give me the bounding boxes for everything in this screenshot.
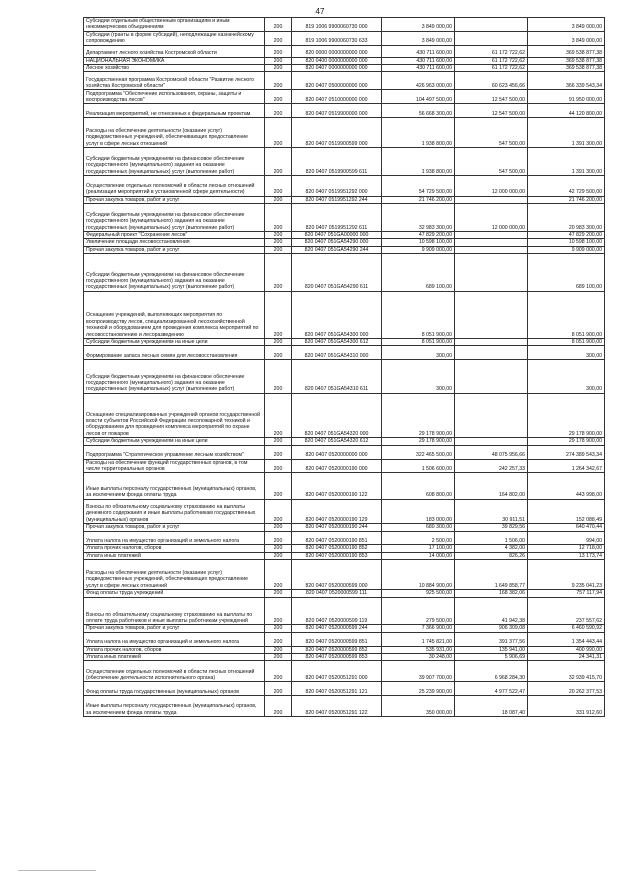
row-code-cell: 200 [265,393,292,438]
row-approved-amount-cell: 322 465 500,00 [382,445,455,459]
row-executed-amount-cell: 1 649 858,77 [455,560,528,590]
row-approved-amount-cell: 29 178 900,00 [382,393,455,438]
row-approved-amount-cell: 680 300,00 [382,524,455,531]
row-code-cell: 200 [265,590,292,597]
row-code-cell: 200 [265,118,292,148]
table-row [84,31,605,45]
row-name-cell: Уплата прочих налогов, сборов [84,545,265,552]
row-code-cell: 200 [265,696,292,717]
row-name-cell: Уплата прочих налогов, сборов [84,646,265,653]
row-name-cell: Прочая закупка товаров, работ и услуг [84,196,265,203]
table-row [84,473,605,499]
row-remaining-amount-cell: 8 051 900,00 [528,339,605,346]
row-approved-amount-cell: 1 938 800,00 [382,118,455,148]
row-approved-amount-cell: 1 745 821,00 [382,632,455,646]
table-row [84,445,605,459]
row-approved-amount-cell: 3 849 000,00 [382,31,455,45]
row-executed-amount-cell: 4 977 522,47 [455,682,528,696]
row-name-cell: Субсидии отдельным общественным организациям и иным некоммерческим объединениям [84,18,265,32]
row-executed-amount-cell: 906 309,08 [455,625,528,632]
row-classification-cell: 820 0407 0519900599 000 [292,118,382,148]
row-remaining-amount-cell: 274 389 543,34 [528,445,605,459]
row-code-cell: 200 [265,104,292,118]
row-remaining-amount-cell: 20 262 377,53 [528,682,605,696]
row-approved-amount-cell: 300,00 [382,346,455,360]
budget-execution-table [83,17,605,717]
row-classification-cell: 819 1006 9900060730 000 [292,18,382,32]
row-classification-cell: 820 0407 0520051291 121 [292,682,382,696]
table-row [84,499,605,523]
row-code-cell: 200 [265,646,292,653]
row-name-cell: Субсидии бюджетным учреждениям на финансовое обеспечение государственного (муниципального) задания на оказание государственных (муниципальных) услуг (выполнение работ) [84,254,265,292]
row-code-cell: 200 [265,175,292,196]
row-code-cell: 200 [265,682,292,696]
row-approved-amount-cell: 29 178 900,00 [382,438,455,445]
row-executed-amount-cell: 547 500,00 [455,118,528,148]
row-remaining-amount-cell: 3 849 000,00 [528,31,605,45]
row-code-cell: 200 [265,438,292,445]
row-code-cell: 200 [265,291,292,338]
row-remaining-amount-cell: 757 117,94 [528,590,605,597]
row-name-cell: Субсидии бюджетным учреждениям на иные цели [84,339,265,346]
table-row [84,560,605,590]
row-remaining-amount-cell: 994,00 [528,531,605,545]
row-executed-amount-cell: 12 547 500,00 [455,90,528,104]
row-remaining-amount-cell: 9 909 000,00 [528,246,605,253]
row-remaining-amount-cell: 13 173,74 [528,552,605,559]
row-code-cell: 200 [265,625,292,632]
row-code-cell: 200 [265,232,292,239]
row-approved-amount-cell: 9 909 000,00 [382,246,455,253]
row-classification-cell: 820 0407 0520000599 851 [292,632,382,646]
row-executed-amount-cell: 242 257,33 [455,459,528,473]
row-executed-amount-cell: 12 000 000,00 [455,175,528,196]
row-approved-amount-cell: 10 884 900,00 [382,560,455,590]
row-code-cell: 200 [265,204,292,232]
row-classification-cell: 820 0407 0520000190 853 [292,552,382,559]
row-classification-cell: 820 0407 051GA54300 612 [292,339,382,346]
row-remaining-amount-cell: 12 718,00 [528,545,605,552]
row-name-cell: Оснащение учреждений, выполняющих мероприятия по воспроизводству лесов, специализированной лесохозяйственной техникой и оборудованием для проведения комплекса мероприятий по лесовосстановлению и лесоразведению [84,291,265,338]
row-name-cell: Взносы по обязательному социальному страхованию на выплаты денежного содержания и иные выплаты работникам государственных (муниципальных) органов [84,499,265,523]
table-row [84,590,605,597]
row-name-cell: Субсидии (гранты в форме субсидий), неподлежащие казначейскому сопровождению [84,31,265,45]
row-approved-amount-cell: 426 963 000,00 [382,72,455,90]
row-approved-amount-cell: 535 931,00 [382,646,455,653]
row-name-cell: Уплата налога на имущество организаций и земельного налога [84,632,265,646]
row-remaining-amount-cell: 21 746 200,00 [528,196,605,203]
table-row [84,118,605,148]
row-remaining-amount-cell: 1 391 300,00 [528,148,605,176]
row-executed-amount-cell: 12 547 500,00 [455,104,528,118]
row-remaining-amount-cell: 10 598 100,00 [528,239,605,246]
row-approved-amount-cell: 8 051 900,00 [382,339,455,346]
row-approved-amount-cell: 25 239 900,00 [382,682,455,696]
row-name-cell: Фонд оплаты труда учреждений [84,590,265,597]
table-row [84,459,605,473]
row-name-cell: Расходы на обеспечение функций государственных органов, в том числе территориальных органов [84,459,265,473]
row-executed-amount-cell: 1 506,00 [455,531,528,545]
row-remaining-amount-cell: 300,00 [528,346,605,360]
row-name-cell: Субсидии бюджетным учреждениям на финансовое обеспечение государственного (муниципального) задания на оказание государственных (муниципальных) услуг (выполнение работ) [84,204,265,232]
row-code-cell: 200 [265,64,292,71]
row-remaining-amount-cell: 42 729 500,00 [528,175,605,196]
row-remaining-amount-cell: 6 460 590,92 [528,625,605,632]
row-code-cell: 200 [265,346,292,360]
row-classification-cell: 820 0407 051GA54310 000 [292,346,382,360]
row-approved-amount-cell: 925 500,00 [382,590,455,597]
row-remaining-amount-cell: 331 912,60 [528,696,605,717]
table-row [84,232,605,239]
row-name-cell: Прочая закупка товаров, работ и услуг [84,625,265,632]
row-remaining-amount-cell: 400 990,00 [528,646,605,653]
row-classification-cell: 820 0407 0520000599 853 [292,654,382,661]
row-classification-cell: 820 0407 051GA54310 611 [292,360,382,393]
row-remaining-amount-cell: 689 100,00 [528,254,605,292]
table-row [84,346,605,360]
row-code-cell: 200 [265,661,292,682]
row-classification-cell: 820 0407 0520000599 119 [292,597,382,625]
row-classification-cell: 820 0407 0520000599 111 [292,590,382,597]
page-number: 47 [315,7,325,16]
row-approved-amount-cell: 39 907 700,00 [382,661,455,682]
row-code-cell: 200 [265,632,292,646]
row-name-cell: Субсидии бюджетным учреждениям на финансовое обеспечение государственного (муниципального) задания на оказание государственных (муниципальных) услуг (выполнение работ) [84,148,265,176]
row-executed-amount-cell [455,346,528,360]
row-classification-cell: 820 0407 0519900599 611 [292,148,382,176]
row-executed-amount-cell: 41 942,38 [455,597,528,625]
row-code-cell: 200 [265,531,292,545]
table-row [84,45,605,57]
row-name-cell: Уплата иных платежей [84,552,265,559]
row-code-cell: 200 [265,90,292,104]
row-executed-amount-cell: 12 000 000,00 [455,204,528,232]
row-approved-amount-cell: 183 000,00 [382,499,455,523]
table-row [84,148,605,176]
row-code-cell: 200 [265,545,292,552]
row-approved-amount-cell: 350 000,00 [382,696,455,717]
row-classification-cell: 820 0407 0520000190 852 [292,545,382,552]
row-classification-cell: 820 0407 0520000599 244 [292,625,382,632]
row-classification-cell: 820 0407 051GA54290 000 [292,239,382,246]
row-approved-amount-cell: 279 500,00 [382,597,455,625]
row-executed-amount-cell [455,393,528,438]
row-code-cell: 200 [265,254,292,292]
row-executed-amount-cell [455,246,528,253]
row-code-cell: 200 [265,445,292,459]
table-row [84,57,605,64]
row-code-cell: 200 [265,239,292,246]
row-executed-amount-cell: 4 382,00 [455,545,528,552]
row-code-cell: 200 [265,552,292,559]
table-row [84,393,605,438]
row-executed-amount-cell: 391 377,56 [455,632,528,646]
row-approved-amount-cell: 1 506 600,00 [382,459,455,473]
row-name-cell: Реализация мероприятий, не отнесенных к федеральным проектам [84,104,265,118]
row-approved-amount-cell: 47 829 200,00 [382,232,455,239]
row-remaining-amount-cell: 369 538 877,38 [528,57,605,64]
table-row [84,204,605,232]
row-executed-amount-cell [455,239,528,246]
row-name-cell: Оснащение специализированных учреждений органов государственной власти субъектов Российской Федерации лесопожарной техникой и оборудованием для проведения комплекса мероприятий по охране лесов от пожаров [84,393,265,438]
row-executed-amount-cell: 5 906,69 [455,654,528,661]
row-name-cell: Субсидии бюджетным учреждениям на иные цели [84,438,265,445]
row-classification-cell: 820 0407 0519951292 000 [292,175,382,196]
row-approved-amount-cell: 30 248,00 [382,654,455,661]
table-row [84,646,605,653]
row-classification-cell: 820 0407 051GA54320 612 [292,438,382,445]
row-code-cell: 200 [265,31,292,45]
row-name-cell: Государственная программа Костромской области "Развитие лесного хозяйства Костромской области" [84,72,265,90]
row-approved-amount-cell: 56 668 300,00 [382,104,455,118]
table-row [84,545,605,552]
row-remaining-amount-cell: 44 120 800,00 [528,104,605,118]
row-classification-cell: 820 0407 051GA54290 244 [292,246,382,253]
row-classification-cell: 820 0407 0510000000 000 [292,90,382,104]
row-classification-cell: 820 0407 0520000190 129 [292,499,382,523]
row-remaining-amount-cell: 8 051 900,00 [528,291,605,338]
row-code-cell: 200 [265,524,292,531]
row-remaining-amount-cell: 29 178 900,00 [528,393,605,438]
row-executed-amount-cell: 547 500,00 [455,148,528,176]
table-row [84,597,605,625]
row-classification-cell: 820 0407 051GA00000 000 [292,232,382,239]
row-executed-amount-cell: 61 172 722,62 [455,57,528,64]
row-classification-cell: 820 0407 051GA54290 611 [292,254,382,292]
row-executed-amount-cell: 18 087,40 [455,696,528,717]
row-executed-amount-cell: 39 829,56 [455,524,528,531]
row-remaining-amount-cell: 1 354 443,44 [528,632,605,646]
row-executed-amount-cell [455,232,528,239]
table-row [84,18,605,32]
row-remaining-amount-cell: 443 998,00 [528,473,605,499]
row-name-cell: Расходы на обеспечение деятельности (оказание услуг) подведомственных учреждений, обеспечивающих предоставление услуг в сфере лесных отношений [84,118,265,148]
row-remaining-amount-cell: 3 849 000,00 [528,18,605,32]
table-row [84,682,605,696]
table-body [84,18,605,717]
table-row [84,531,605,545]
row-remaining-amount-cell: 1 391 300,00 [528,118,605,148]
row-code-cell: 200 [265,57,292,64]
row-executed-amount-cell [455,291,528,338]
row-classification-cell: 820 0407 0519951292 244 [292,196,382,203]
row-approved-amount-cell: 21 746 200,00 [382,196,455,203]
row-executed-amount-cell: 826,26 [455,552,528,559]
footer-mark [18,870,96,871]
row-code-cell: 200 [265,72,292,90]
row-executed-amount-cell [455,254,528,292]
row-name-cell: Взносы по обязательному социальному страхованию на выплаты по оплате труда работников и иные выплаты работникам учреждений [84,597,265,625]
row-executed-amount-cell [455,438,528,445]
row-executed-amount-cell [455,339,528,346]
row-classification-cell: 820 0407 051GA54320 000 [292,393,382,438]
row-remaining-amount-cell: 237 557,62 [528,597,605,625]
table-row [84,291,605,338]
row-name-cell: Субсидии бюджетным учреждениям на финансовое обеспечение государственного (муниципального) задания на оказание государственных (муниципальных) услуг (выполнение работ) [84,360,265,393]
row-code-cell: 200 [265,360,292,393]
row-remaining-amount-cell: 32 939 415,70 [528,661,605,682]
row-executed-amount-cell: 30 911,51 [455,499,528,523]
table-row [84,64,605,71]
row-classification-cell: 820 0407 0500000000 000 [292,72,382,90]
table-row [84,175,605,196]
row-approved-amount-cell: 104 497 500,00 [382,90,455,104]
row-classification-cell: 820 0000 0000000000 000 [292,45,382,57]
row-classification-cell: 820 0407 0520000190 000 [292,459,382,473]
row-remaining-amount-cell: 369 538 877,38 [528,45,605,57]
row-classification-cell: 820 0407 0520000599 000 [292,560,382,590]
row-name-cell: Осуществление отдельных полномочий в области лесных отношений (обеспечение деятельности исполнительного органа) [84,661,265,682]
row-code-cell: 200 [265,18,292,32]
row-executed-amount-cell: 60 623 456,66 [455,72,528,90]
table-row [84,339,605,346]
row-approved-amount-cell: 14 000,00 [382,552,455,559]
row-approved-amount-cell: 430 711 600,00 [382,57,455,64]
table-row [84,90,605,104]
row-remaining-amount-cell: 640 470,44 [528,524,605,531]
table-row [84,239,605,246]
row-code-cell: 200 [265,339,292,346]
row-executed-amount-cell: 61 172 722,62 [455,64,528,71]
row-name-cell: Федеральный проект "Сохранение лесов" [84,232,265,239]
row-name-cell: Департамент лесного хозяйства Костромской области [84,45,265,57]
row-code-cell: 200 [265,597,292,625]
row-classification-cell: 820 0407 0519951292 611 [292,204,382,232]
row-name-cell: Прочая закупка товаров, работ и услуг [84,246,265,253]
row-approved-amount-cell: 300,00 [382,360,455,393]
row-name-cell: Расходы на обеспечение деятельности (оказание услуг) подведомственных учреждений, обеспечивающих предоставление услуг в сфере лесных отношений [84,560,265,590]
row-approved-amount-cell: 689 100,00 [382,254,455,292]
row-remaining-amount-cell: 1 264 342,67 [528,459,605,473]
row-executed-amount-cell: 168 382,06 [455,590,528,597]
row-remaining-amount-cell: 366 339 543,34 [528,72,605,90]
table-row [84,438,605,445]
row-executed-amount-cell: 61 172 722,62 [455,45,528,57]
table-row [84,654,605,661]
row-name-cell: Лесное хозяйство [84,64,265,71]
row-classification-cell: 820 0407 0519900000 000 [292,104,382,118]
row-classification-cell: 820 0407 0520000599 852 [292,646,382,653]
row-code-cell: 200 [265,246,292,253]
table-row [84,196,605,203]
row-classification-cell: 820 0407 0520000190 122 [292,473,382,499]
row-name-cell: Фонд оплаты труда государственных (муниципальных) органов [84,682,265,696]
row-executed-amount-cell [455,360,528,393]
row-approved-amount-cell: 10 598 100,00 [382,239,455,246]
table-row [84,661,605,682]
row-executed-amount-cell: 135 941,00 [455,646,528,653]
row-name-cell: Осуществление отдельных полномочий в области лесных отношений (реализация мероприятий в установленной сфере деятельности) [84,175,265,196]
row-classification-cell: 820 0407 0520000190 851 [292,531,382,545]
row-name-cell: Уплата иных платежей [84,654,265,661]
row-name-cell: Иные выплаты персоналу государственных (муниципальных) органов, за исключением фонда оплаты труда [84,696,265,717]
row-approved-amount-cell: 430 711 600,00 [382,45,455,57]
row-approved-amount-cell: 17 100,00 [382,545,455,552]
table-row [84,632,605,646]
table-row [84,104,605,118]
table-row [84,625,605,632]
row-remaining-amount-cell: 20 983 300,00 [528,204,605,232]
table-row [84,524,605,531]
table-row [84,552,605,559]
row-classification-cell: 820 0407 0000000000 000 [292,64,382,71]
row-name-cell: Уплата налога на имущество организаций и земельного налога [84,531,265,545]
row-name-cell: Прочая закупка товаров, работ и услуг [84,524,265,531]
row-remaining-amount-cell: 91 950 000,00 [528,90,605,104]
row-executed-amount-cell: 164 802,00 [455,473,528,499]
row-name-cell: Формирование запаса лесных семян для лесовосстановления [84,346,265,360]
row-code-cell: 200 [265,196,292,203]
row-remaining-amount-cell: 29 178 900,00 [528,438,605,445]
row-name-cell: Подпрограмма "Стратегическое управление лесным хозяйством" [84,445,265,459]
table-row [84,246,605,253]
row-classification-cell: 820 0400 0000000000 000 [292,57,382,64]
row-remaining-amount-cell: 9 235 041,23 [528,560,605,590]
row-approved-amount-cell: 3 849 000,00 [382,18,455,32]
row-approved-amount-cell: 2 500,00 [382,531,455,545]
row-classification-cell: 820 0407 0520000190 244 [292,524,382,531]
table-row [84,72,605,90]
row-code-cell: 200 [265,45,292,57]
row-classification-cell: 820 0407 051GA54300 000 [292,291,382,338]
row-code-cell: 200 [265,560,292,590]
row-classification-cell: 820 0407 0520000000 000 [292,445,382,459]
row-remaining-amount-cell: 369 538 877,38 [528,64,605,71]
row-name-cell: Иные выплаты персоналу государственных (муниципальных) органов, за исключением фонда оплаты труда [84,473,265,499]
row-executed-amount-cell: 6 968 284,30 [455,661,528,682]
row-name-cell: НАЦИОНАЛЬНАЯ ЭКОНОМИКА [84,57,265,64]
row-approved-amount-cell: 8 051 900,00 [382,291,455,338]
row-approved-amount-cell: 54 729 500,00 [382,175,455,196]
row-code-cell: 200 [265,654,292,661]
row-classification-cell: 820 0407 0520051291 000 [292,661,382,682]
row-remaining-amount-cell: 152 088,49 [528,499,605,523]
row-code-cell: 200 [265,473,292,499]
row-code-cell: 200 [265,148,292,176]
table-row [84,696,605,717]
row-executed-amount-cell [455,196,528,203]
table-row [84,254,605,292]
row-remaining-amount-cell: 24 341,31 [528,654,605,661]
row-executed-amount-cell [455,18,528,32]
table-row [84,360,605,393]
row-approved-amount-cell: 430 711 600,00 [382,64,455,71]
row-remaining-amount-cell: 300,00 [528,360,605,393]
row-approved-amount-cell: 7 366 900,00 [382,625,455,632]
row-approved-amount-cell: 608 800,00 [382,473,455,499]
row-name-cell: Подпрограмма "Обеспечение использования, охраны, защиты и воспроизводства лесов" [84,90,265,104]
row-classification-cell: 820 0407 0520051291 122 [292,696,382,717]
row-code-cell: 200 [265,459,292,473]
row-classification-cell: 819 1006 9900060730 633 [292,31,382,45]
row-remaining-amount-cell: 47 829 200,00 [528,232,605,239]
row-executed-amount-cell [455,31,528,45]
row-approved-amount-cell: 1 938 800,00 [382,148,455,176]
row-name-cell: Увеличение площади лесовосстановления [84,239,265,246]
row-approved-amount-cell: 32 983 300,00 [382,204,455,232]
row-executed-amount-cell: 48 075 956,66 [455,445,528,459]
row-code-cell: 200 [265,499,292,523]
